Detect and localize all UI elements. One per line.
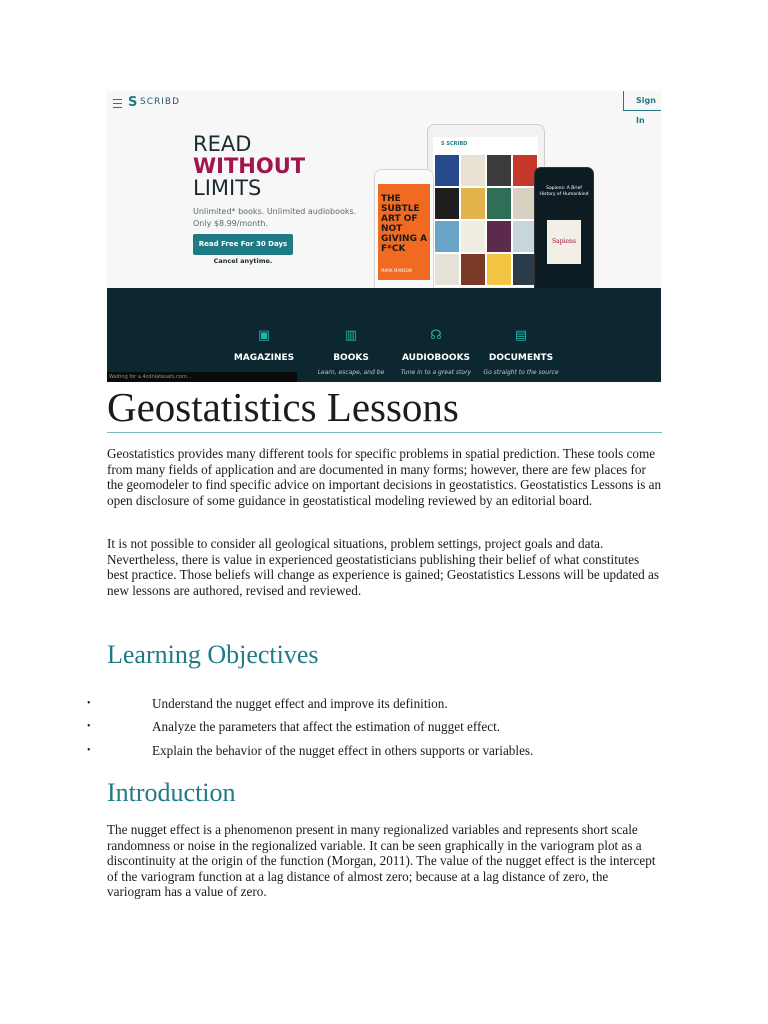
category-audiobooks[interactable] <box>391 329 481 376</box>
objective-text: Analyze the parameters that affect the estimation of nugget effect. <box>152 719 501 734</box>
book-cover <box>487 188 511 219</box>
book-icon: ▥ <box>344 328 358 343</box>
book-cover <box>435 254 459 285</box>
book-cover <box>487 155 511 186</box>
bullet-icon: • <box>87 698 91 709</box>
ad-headline-without: WITHOUT <box>193 154 306 178</box>
tablet-screen <box>433 137 538 287</box>
book-cover <box>461 254 485 285</box>
ad-headline-read: READ <box>193 132 252 156</box>
objective-text: Understand the nugget effect and improve its definition. <box>152 696 448 711</box>
category-documents[interactable] <box>476 329 566 376</box>
title-divider <box>107 432 662 433</box>
category-subtext: Learn, escape, and be <box>317 369 385 376</box>
category-label: MAGAZINES <box>233 353 295 363</box>
menu-icon[interactable] <box>113 99 122 108</box>
bullet-icon: • <box>87 745 91 756</box>
bullet-icon: • <box>87 721 91 732</box>
phone-left-device-image <box>374 169 434 299</box>
category-subtext: Go straight to the source <box>483 369 559 376</box>
book-cover <box>461 155 485 186</box>
book-cover <box>487 221 511 252</box>
book-cover <box>487 254 511 285</box>
book-cover <box>461 188 485 219</box>
category-label: BOOKS <box>333 353 369 363</box>
introduction-heading: Introduction <box>107 778 236 807</box>
phone-left-book-author: MARK MANSON <box>381 268 412 273</box>
sign-in-button[interactable]: Sign In <box>623 91 661 111</box>
intro-paragraph-1: Geostatistics provides many different tools for specific problems in spatial prediction. These tools come from many fields of application and are documented in many forms; however, there are few places for the geomodeler to find specific advice on important decisions in geostatistics. Geostatistics Lessons is an open disclosure of some guidance in geostatistical modeling reviewed by an editorial board. <box>107 446 662 508</box>
intro-paragraph-2: It is not possible to consider all geological situations, problem settings, project goals and data. Nevertheless, there is value in experienced geostatisticians publishing their belief of what constitutes best practice. Those beliefs will change as experience is gained; Geostatistics Lessons will be updated as new lessons are authored, revised and reviewed. <box>107 536 659 598</box>
book-cover <box>461 221 485 252</box>
book-covers-grid <box>435 155 537 285</box>
phone-right-cover <box>547 220 581 264</box>
ad-subtext: Unlimited* books. Unlimited audiobooks. Only $8.99/month. <box>193 207 357 228</box>
introduction-paragraph: The nugget effect is a phenomenon present in many regionalized variables and represents short scale randomness or noise in the regionalized variable. It can be seen graphically in the variogram plot as a discontinuity at the origin of the function (Morgan, 2011). The value of the nugget effect is the intercept of the variogram function at a lag distance of almost zero; because at a lag distance of zero, the variogram has a value of zero. <box>107 822 656 899</box>
book-cover <box>435 188 459 219</box>
headphones-icon: ☊ <box>430 328 442 343</box>
book-cover <box>435 155 459 186</box>
category-books[interactable] <box>306 329 396 376</box>
browser-status-text: Waiting for a.4cdnlatasats.com... <box>107 372 297 382</box>
scribd-ad-banner[interactable] <box>107 91 661 382</box>
tablet-device-image <box>427 124 545 304</box>
ad-headline-limits: LIMITS <box>193 176 262 200</box>
phone-left-cover <box>378 184 430 280</box>
objective-text: Explain the behavior of the nugget effect in others supports or variables. <box>152 743 534 758</box>
scribd-brand: SCRIBD <box>140 97 181 107</box>
cancel-anytime-text: Cancel anytime. <box>213 257 273 265</box>
category-label: AUDIOBOOKS <box>401 353 471 363</box>
category-magazines[interactable] <box>219 329 309 363</box>
phone-right-book-title: Sapiens: A Brief History of Humankind <box>539 186 589 197</box>
read-free-button[interactable]: Read Free For 30 Days <box>193 234 293 255</box>
magazine-icon: ▣ <box>257 328 271 343</box>
phone-right-cover-title: Sapiens <box>552 238 576 245</box>
tablet-logo: S SCRIBD <box>441 141 468 147</box>
document-icon: ▤ <box>514 328 528 343</box>
document-title: Geostatistics Lessons <box>107 384 459 430</box>
learning-objectives-heading: Learning Objectives <box>107 640 319 669</box>
phone-left-book-title: THE SUBTLE ART OF NOT GIVING A F*CK <box>381 194 428 254</box>
book-cover <box>435 221 459 252</box>
scribd-logo-icon: S <box>128 95 138 110</box>
phone-right-device-image <box>534 167 594 303</box>
category-label: DOCUMENTS <box>488 353 554 363</box>
category-subtext: Tune in to a great story <box>400 369 472 376</box>
